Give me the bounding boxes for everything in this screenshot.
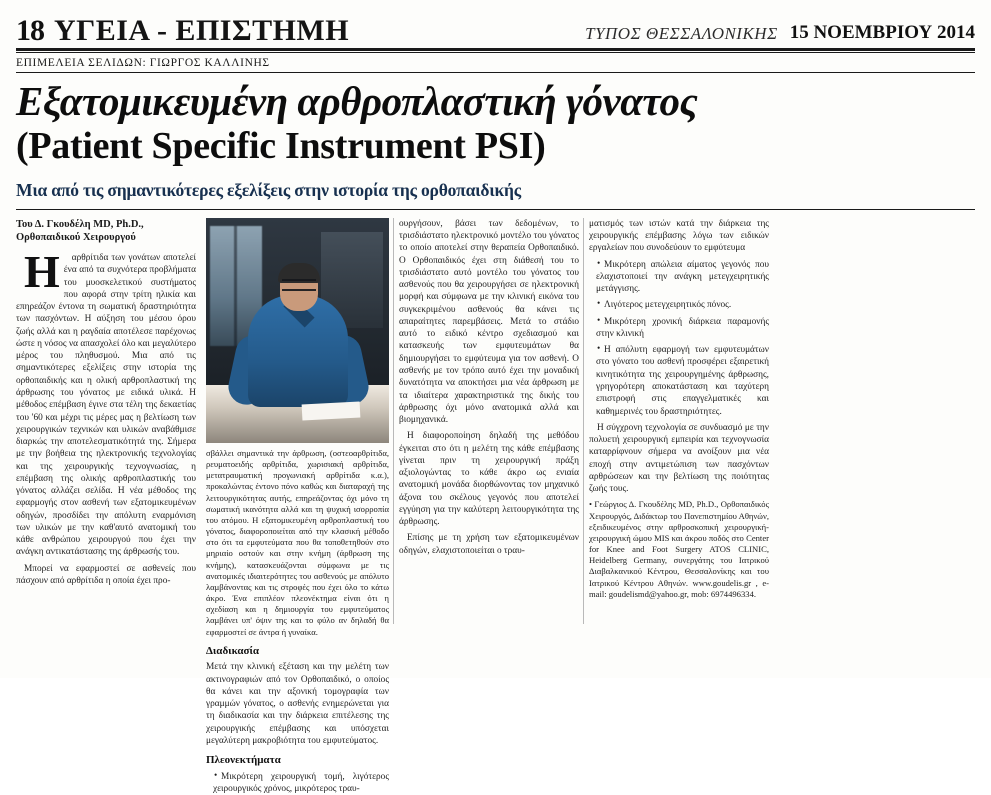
editor-credit: ΕΠΙΜΕΛΕΙΑ ΣΕΛΙΔΩΝ: ΓΙΩΡΓΟΣ ΚΑΛΛΙΝΗΣ xyxy=(16,57,270,69)
article-column-3 xyxy=(399,218,579,630)
byline xyxy=(16,218,196,244)
article-body xyxy=(0,210,991,794)
column3-paragraph-1: ουργήσουν, βάσει των δεδομένων, το τρισδιάστατο ηλεκτρονικό μοντέλο του γόνατος το οποίο αποτελεί στην θεραπεία Ορθοπαιδικό. Ο Ορθοπαιδικός έχει στη διάθεσή του το τρισδιάστατο αυτό μοντέλο του γόνατος του ασθενούς που θα χειρουργήσει σε ηλεκτρονική μορφή και σύμφωνα με την κλινική εικόνα του συγκεκριμένου ασθενούς θα κάνει τις απαραίτητες παρεμβάσεις. Μετά το στάδιο αυτό το ειδικό κέντρο σχεδιασμού και κατασκευής των εμφυτευμάτων θα δημιουργήσει το εμφύτευμα για τον ασθενή. Ο ασθενής με τον τρόπο αυτό έχει την μοναδική δυνατότητα να αποκτήσει μια νέα άρθρωση με τα ιδιαίτερα χαρακτηριστικά της δικής του άρθρωσης όχι μόνο ανατομικά αλλά και βιομηχανικά. xyxy=(399,218,579,426)
article-column-2 xyxy=(206,218,389,794)
headline-line-2: (Patient Specific Instrument PSI) xyxy=(16,125,546,168)
masthead xyxy=(0,0,991,46)
masthead-divider-thick xyxy=(16,48,975,51)
byline-line-2: Ορθοπαιδικού Χειρουργού xyxy=(16,231,136,243)
masthead-right xyxy=(585,22,975,46)
column3-paragraph-2: Η διαφοροποίηση δηλαδή της μεθόδου έγκειται στο ότι η μελέτη της κάθε επέμβασης γίνεται πριν τη χειρουργική πράξη αξιολογώντας το κάθε άκρο ως ενιαία ανατομική μονάδα διορθώνοντας τον μηχανικό άξονα του σκέλους γεγονός που αποτελεί εγγύηση για την καλύτερη λειτουργικότητα της άρθρωσης. xyxy=(399,431,579,528)
column4-bullet-1: • Μικρότερη απώλεια αίματος γεγονός που ελαχιστοποιεί την ανάγκη μετεγχειρητικής μετάγγισης. xyxy=(589,259,769,296)
column2-bullet-1: • Μικρότερη χειρουργική τομή, λιγότερος χειρουργικός χρόνος, μικρότερος τραυ- xyxy=(206,771,389,795)
byline-line-1: Του Δ. Γκουδέλη MD, Ph.D., xyxy=(16,218,144,230)
page-number: 18 xyxy=(16,14,44,47)
author-bio: • Γεώργιος Δ. Γκουδέλης MD, Ph.D., Ορθοπαιδικός Χειρουργός, Διδάκτωρ του Πανεπιστημίου Αθηνών, εξειδικευμένος στην αρθροσκοπική χειρουργική-χειρουργική ώμου MIS και άκρου ποδός στο Center for Knee and Foot Surgery ATOS CLINIC, Heidelberg Germany, συνεργάτης του Ιατρικού Διαβαλκανικού Κέντρου, Θεσσαλονίκης και του Ιατρικού Κέντρου Αθηνών. www.goudelis.gr , e-mail: goudelismd@yahoo.gr, mob: 6974496334. xyxy=(589,499,769,599)
column4-bullet-3: • Μικρότερη χρονική διάρκεια παραμονής στην κλινική xyxy=(589,316,769,341)
article-column-4 xyxy=(589,218,769,630)
column4-bullet-2: • Λιγότερος μετεγχειρητικός πόνος. xyxy=(589,299,769,311)
column2-heading-diadikasia: Διαδικασία xyxy=(206,644,260,657)
column4-bullet-4: • Η απόλυτη εφαρμογή των εμφυτευμάτων στο γόνατο του ασθενή προσφέρει εξαιρετική κινητικότητα της χειρουργημένης άρθρωσης, γρηγορότερη αποκατάσταση και ταχύτερη επιστροφή στις επαγγελματικές και καθημερινές του δραστηριότητες. xyxy=(589,344,769,418)
headline-line-1: Εξατομικευμένη αρθροπλαστική γόνατος xyxy=(16,78,698,124)
column2-paragraph-1: Μετά την κλινική εξέταση και την μελέτη των ακτινογραφιών από τον Ορθοπαιδικό, ο οποίος θα κάνει και την αξονική τομογραφία των γραμμών γόνατος, ο ασθενής ενημερώνεται για τη διαδικασία και την διάρκεια επιτέλεσης της χειρουργικής επέμβασης και υπόσχεται μεγαλύτερη μακροβιότητα του εμφυτεύματος. xyxy=(206,662,389,746)
headline-block xyxy=(0,73,991,201)
lead-paragraph xyxy=(16,246,196,559)
column-divider-4 xyxy=(583,218,584,624)
column4-paragraph-2: Η σύγχρονη τεχνολογία σε συνδυασμό με την πολυετή χειρουργική εμπειρία και τεχνογνωσία καταρρίφνουν σήμερα να ανοίξουν μια νέα εποχή στην αντιμετώπιση των πασχόντων αρθρώσεων και την βελτίωση της ποιότητας ζωής τους. xyxy=(589,422,769,495)
section-title: ΥΓΕΙΑ - ΕΠΙΣΤΗΜΗ xyxy=(54,14,350,47)
column3-paragraph-3: Επίσης με τη χρήση των εξατομικευμένων οδηγών, ελαχιστοποιείται ο τραυ- xyxy=(399,533,579,556)
column2-heading-pleonektimata: Πλεονεκτήματα xyxy=(206,754,281,767)
article-photo xyxy=(206,218,389,443)
drop-cap: Η xyxy=(24,246,60,298)
headline-subhead: Μια από τις σημαντικότερες εξελίξεις στην ιστορία της ορθοπαιδικής xyxy=(16,179,521,200)
column1-paragraph-2: Μπορεί να εφαρμοστεί σε ασθενείς που πάσχουν από αρθρίτιδα η οποία έχει προ- xyxy=(16,563,196,586)
glasses-icon xyxy=(282,279,316,291)
column4-paragraph-1: ματισμός των ιστών κατά την διάρκεια της χειρουργικής επέμβασης λόγω των ειδικών εργαλείων που συνοδεύουν το εμφύτευμα xyxy=(589,218,769,254)
column-divider-3 xyxy=(393,218,394,624)
article-column-1 xyxy=(16,218,196,630)
issue-date: 15 ΝΟΕΜΒΡΙΟΥ 2014 xyxy=(789,22,975,43)
column2-continued-text: σβάλλει σημαντικά την άρθρωση, (οστεοαρθρίτιδα, ρευματοειδής αρθρίτιδα, χωρισιακή αρθρίτιδα, μετατραυματική προγωνιακή αρθρίτιδα κ.α.), προκαλώντας έντονο πόνο καθώς και διαταραχή της λειτουργικότητας αυτής, επηρεάζοντας όχι μόνο τη σωματική ικανότητα αλλά και τη ψυχική ισορροπία του ατόμου. Η εξατομικευμένη αρθροπλαστική του γόνατος, διαφοροποιείται από την κλασική μέθοδο στο ότι τα εμφυτεύματα που θα τοποθετηθούν στο μηριαίο οστούν και στην κνήμη (άρθρωση της κνήμης), κατασκευάζονται σύμφωνα με τις ανατομικές ιδιαιτερότητες του ασθενούς με απόλυτο λαμβάνοντας και τις στροφές που έχει όλο το κάτω άκρο. Ένα επιπλέον πλεονέκτημα είναι ότι η σχεδίαση και η δημιουργία του εμφυτεύματος λαμβάνει υπ' όψιν της και το φύλο αν δηλαδή θα εφαρμοστεί σε άντρα ή γυναίκα. xyxy=(206,447,389,637)
photo-papers xyxy=(302,401,361,420)
paper-name: ΤΥΠΟΣ ΘΕΣΣΑΛΟΝΙΚΗΣ xyxy=(585,24,778,43)
lead-paragraph-text: αρθρίτιδα των γονάτων αποτελεί ένα από τα συχνότερα προβλήματα του μυοσκελετικού συστήματος που αφορά στην τρίτη ηλικία και επηρεάζον έντονα τη σωματική δραστηριότητα των πασχόντων. Η αύξηση του μέσου όρου ζωής αλλά και η ραγδαία αποτέλεσε παρέχονως ώστε η νόσος να απασχολεί όλο και μεγαλύτερο μέρος του πληθυσμού. Μια από τις σημαντικότερες εξελίξεις στην ιστορία της ορθοπαιδικής και η ολική αρθροπλαστική της άρθρωσης του γόνατος με ειδικά υλικά. Η μέθοδος επέμβαση έγινε στα τέλη της δεκαετίας του '60 και μέχρι τις μέρες μας η βελτίωση των χειρουργικών τεχνικών και υλικών αναβάθμισε διαρκώς την αποτελεσματικότητά της. Σήμερα με την βοήθεια της ηλεκτρονικής τεχνολογίας και της χειρουργικής τεχνογνωσίας, η επέμβαση της ολικής αρθροπλαστικής του γόνατος αλλάζει σελίδα. Η νέα μέθοδος της εφαρμογής στον ασθενή των εξατομικευμένων οδηγών, προσδίδει την απόλυτη εναρμόνιση των υλικών με την καθ'αυτό ανατομική του κάθε ανθρώπου χειρουργού που έχει την ανάγκη αντικατάστασης της άρθρωσής του. xyxy=(16,253,196,558)
